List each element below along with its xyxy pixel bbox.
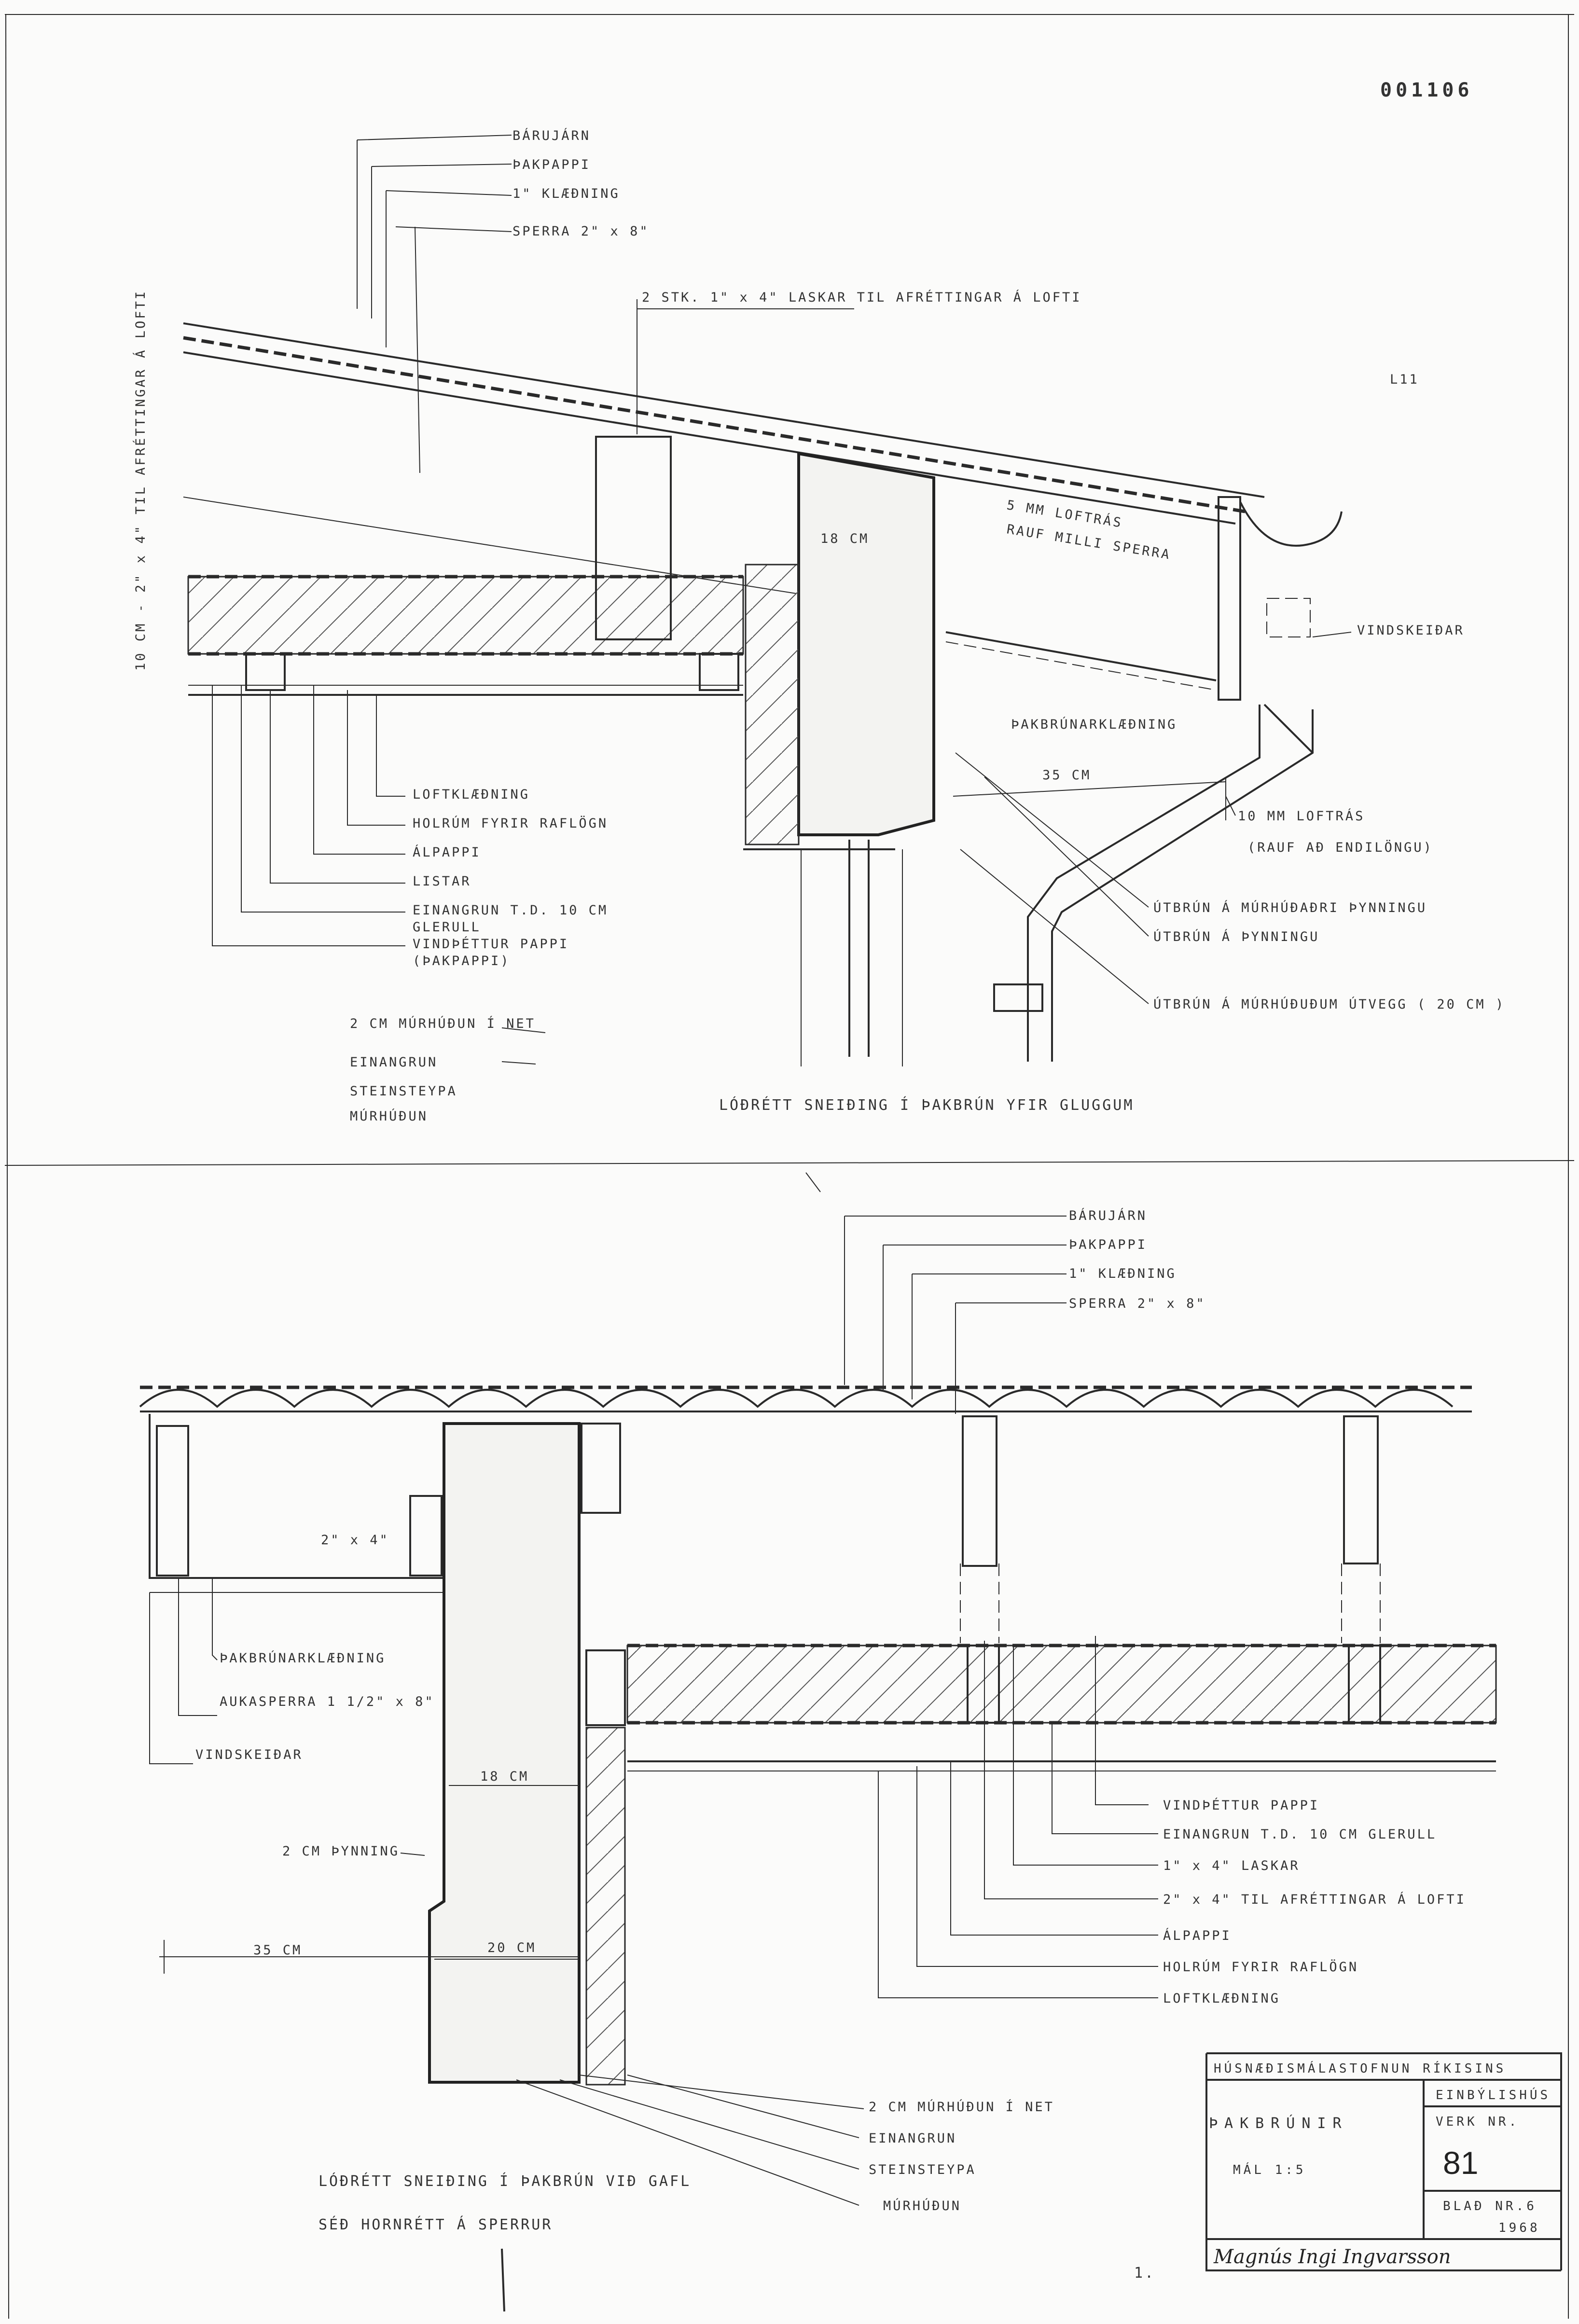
bottom-wall-dim: 18 CM <box>480 1769 529 1784</box>
top-roof-layer-3: 1" KLÆÐNING <box>512 186 620 201</box>
bottom-roof-layer-2: ÞAKPAPPI <box>1069 1237 1148 1252</box>
bottom-wall-layer-4: MÚRHÚÐUN <box>883 2199 962 2213</box>
bottom-stud <box>410 1496 442 1576</box>
bottom-ceiling-layer-1: VINDÞÉTTUR PAPPI <box>1163 1798 1320 1813</box>
top-caption: LÓÐRÉTT SNEIÐING Í ÞAKBRÚN YFIR GLUGGUM <box>719 1097 1135 1114</box>
top-roof-labels <box>512 128 1505 1012</box>
title-scale: MÁL 1:5 <box>1233 2163 1306 2177</box>
top-roof-layer-2: ÞAKPAPPI <box>512 157 591 172</box>
top-vent-5mm-2: RAUF MILLI SPERRA <box>1005 522 1172 563</box>
bottom-stud-label: 2" x 4" <box>321 1533 389 1548</box>
title-verk-label: VERK NR. <box>1436 2115 1520 2129</box>
top-drip-edge-2: ÚTBRÚN Á ÞYNNINGU <box>1153 929 1320 944</box>
title-office: HÚSNÆÐISMÁLASTOFNUN RÍKISINS <box>1214 2061 1507 2076</box>
top-wall-dim: 18 CM <box>820 531 870 546</box>
title-subject: ÞAKBRÚNIR <box>1209 2115 1348 2132</box>
title-verk-no: 81 <box>1443 2145 1479 2181</box>
top-ceiling-layer-6: GLERULL <box>413 920 481 935</box>
top-wall-layer-1: 2 CM MÚRHÚÐUN Í NET <box>350 1016 536 1031</box>
bottom-caption-2: SÉÐ HORNRÉTT Á SPERRUR <box>319 2216 553 2233</box>
top-ceiling-layer-3: ÁLPAPPI <box>413 845 481 860</box>
bottom-concrete-wall <box>429 1424 579 2082</box>
bottom-caption-1: LÓÐRÉTT SNEIÐING Í ÞAKBRÚN VIÐ GAFL <box>319 2173 692 2190</box>
top-wall-layer-2: EINANGRUN <box>350 1055 438 1070</box>
top-vindskeidar: VINDSKEIÐAR <box>1357 623 1465 638</box>
bottom-wall-layer-3: STEINSTEYPA <box>869 2162 976 2177</box>
side-note: 10 CM - 2" x 4" TIL AFRÉTTINGAR Á LOFTI <box>133 290 148 671</box>
bottom-roof-layer-1: BÁRUJÁRN <box>1069 1208 1148 1223</box>
top-ceiling-layer-1: LOFTKLÆÐNING <box>413 787 530 802</box>
top-concrete-wall <box>799 454 934 835</box>
top-roof-layer-4: SPERRA 2" x 8" <box>512 224 650 239</box>
bottom-detail <box>140 1216 1496 2205</box>
top-vent-5mm-1: 5 MM LOFTRÁS <box>1005 498 1124 531</box>
top-ceiling-layer-2: HOLRÚM FYRIR RAFLÖGN <box>413 816 609 831</box>
bottom-wall-insulation <box>586 1728 625 2085</box>
bottom-roof-layer-3: 1" KLÆÐNING <box>1069 1266 1177 1281</box>
title-building: EINBÝLISHÚS <box>1436 2088 1551 2103</box>
top-gutter <box>1240 502 1342 546</box>
top-laskar-label: 2 STK. 1" x 4" LASKAR TIL AFRÉTTINGAR Á LOFTI <box>642 290 1082 305</box>
bottom-ceiling-layer-3: 1" x 4" LASKAR <box>1163 1858 1300 1873</box>
bottom-ceiling-layer-6: HOLRÚM FYRIR RAFLÖGN <box>1163 1960 1359 1975</box>
top-vent-10mm-1: 10 MM LOFTRÁS <box>1238 809 1365 824</box>
top-ceiling-layer-8: (ÞAKPAPPI) <box>413 954 511 968</box>
bottom-ceiling-layer-7: LOFTKLÆÐNING <box>1163 1991 1281 2006</box>
title-year: 1968 <box>1498 2221 1540 2235</box>
top-overhang: 35 CM <box>1042 768 1092 783</box>
bottom-wall-layer-1: 2 CM MÚRHÚÐUN Í NET <box>869 2100 1054 2115</box>
bottom-ceiling-insulation <box>627 1646 1496 1723</box>
top-ceiling-insulation <box>188 577 743 654</box>
title-signature: Magnús Ingi Ingvarsson <box>1214 2246 1451 2268</box>
bottom-wall-layer-2: EINANGRUN <box>869 2131 957 2146</box>
bottom-rafter-2 <box>1344 1416 1378 1563</box>
bottom-labels <box>195 1208 1466 2311</box>
top-wall-insulation <box>746 565 799 844</box>
top-vent-10mm-2: (RAUF AÐ ENDILÖNGU) <box>1247 840 1433 855</box>
top-ceiling-layer-7: VINDÞÉTTUR PAPPI <box>413 937 569 952</box>
bottom-rafter-1 <box>963 1416 997 1566</box>
bottom-ceiling-layer-4: 2" x 4" TIL AFRÉTTINGAR Á LOFTI <box>1163 1892 1466 1907</box>
bottom-ceiling-layer-2: EINANGRUN T.D. 10 CM GLERULL <box>1163 1827 1437 1842</box>
top-ceiling-layer-4: LISTAR <box>413 874 471 889</box>
bottom-ext-wall: 20 CM <box>487 1940 537 1955</box>
top-fascia <box>1219 497 1240 700</box>
top-ceiling-layer-5: EINANGRUN T.D. 10 CM <box>413 903 609 918</box>
bottom-ceiling-layer-5: ÁLPAPPI <box>1163 1928 1232 1943</box>
bottom-thinning: 2 CM ÞYNNING <box>282 1844 400 1859</box>
bottom-roof-layer-4: SPERRA 2" x 8" <box>1069 1296 1206 1311</box>
top-roof-layer-1: BÁRUJÁRN <box>512 128 591 143</box>
corner-mark: 1. <box>1134 2265 1156 2282</box>
top-eave-cladding: ÞAKBRÚNARKLÆÐNING <box>1011 717 1177 732</box>
bottom-corrugated-iron <box>140 1390 1453 1407</box>
bottom-eave-layer-2: AUKASPERRA 1 1/2" x 8" <box>220 1694 435 1709</box>
bottom-eave-layer-1: ÞAKBRÚNARKLÆÐNING <box>220 1651 386 1666</box>
top-wall-layer-4: MÚRHÚÐUN <box>350 1109 429 1124</box>
title-block <box>1206 2053 1561 2270</box>
top-wall-labels <box>350 1016 1134 1124</box>
stray-mark: L11 <box>1390 372 1419 387</box>
bottom-eave-layer-3: VINDSKEIÐAR <box>195 1747 303 1762</box>
drawing-number: 001106 <box>1380 79 1473 101</box>
bottom-fascia <box>157 1426 188 1576</box>
top-wall-layer-3: STEINSTEYPA <box>350 1084 457 1099</box>
title-sheet: BLAÐ NR.6 <box>1443 2199 1537 2213</box>
top-ceiling-labels <box>413 787 608 968</box>
top-drip-edge-3: ÚTBRÚN Á MÚRHÚÐUÐUM ÚTVEGG ( 20 CM ) <box>1153 997 1506 1012</box>
top-detail <box>183 135 1351 1066</box>
bottom-overhang: 35 CM <box>253 1943 303 1958</box>
top-drip-edge-1: ÚTBRÚN Á MÚRHÚÐAÐRI ÞYNNINGU <box>1153 900 1427 915</box>
